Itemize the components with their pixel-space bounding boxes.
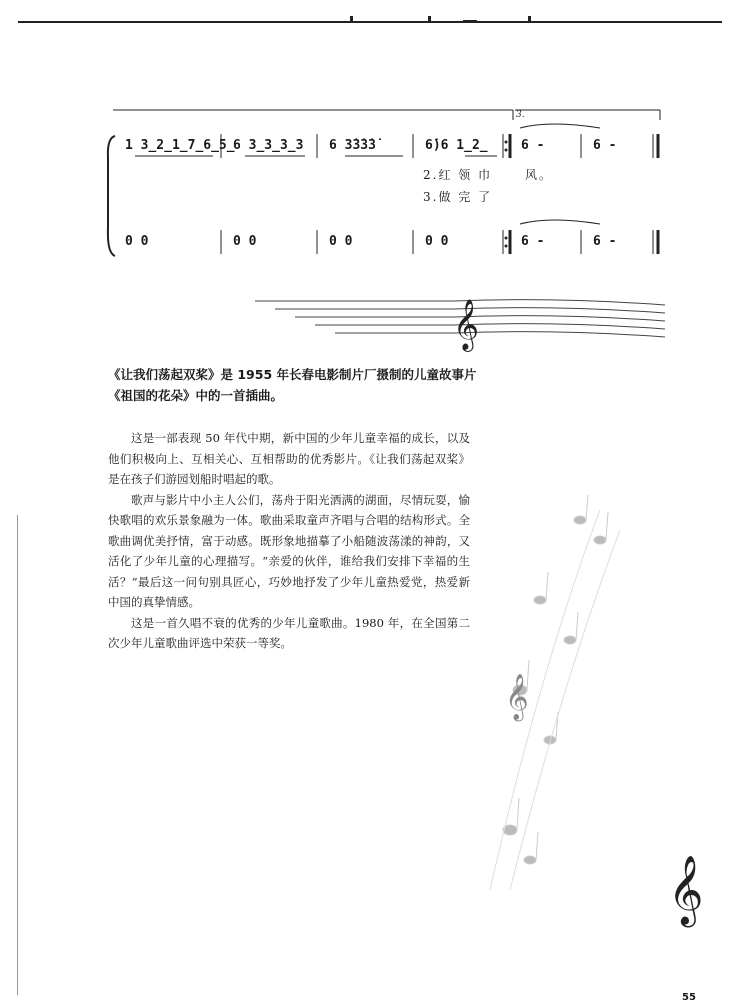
volta-label: 3. (516, 110, 525, 120)
music-score (105, 108, 665, 268)
article-body (108, 428, 470, 654)
measure-bottom: 0 0 (425, 234, 449, 249)
svg-text:𝄞: 𝄞 (505, 674, 529, 720)
ending-top: 6 - (521, 138, 545, 153)
measure-top: 6̇)6 1̲2̲ (425, 138, 488, 153)
lyric-line: 3.做 完 了 (423, 190, 493, 204)
margin-rule (17, 515, 18, 995)
paragraph: 这是一部表现 50 年代中期，新中国的少年儿童幸福的成长，以及他们积极向上、互相关心、互相帮助的优秀影片。《让我们荡起双桨》是在孩子们游园划船时唱起的歌。 (108, 431, 470, 486)
header-tick (463, 20, 477, 23)
ending-bottom: 6 - (521, 234, 545, 249)
measure-bottom: 0 0 (125, 234, 149, 249)
header-tick (528, 16, 531, 23)
treble-clef-icon: 𝄞 (453, 299, 480, 350)
ending-bottom: 6 - (593, 234, 617, 249)
ending-top: 6 - (593, 138, 617, 153)
lyric-line: 2.红 领 巾 (423, 168, 493, 182)
measure-top: 6 3̇3̇3̇3̇ (329, 138, 376, 153)
page-number: 55 (682, 992, 696, 1003)
measure-top: 6 3̲3̲3̲3 (233, 138, 304, 153)
measure-bottom: 0 0 (329, 234, 353, 249)
caption-bold: 《让我们荡起双桨》是 1955 年长春电影制片厂摄制的儿童故事片《祖国的花朵》中的一首插曲。 (108, 367, 477, 403)
decorative-staff-with-treble-clef (255, 295, 665, 355)
measure-bottom: 0 0 (233, 234, 257, 249)
header-tick (350, 16, 353, 23)
paragraph: 歌声与影片中小主人公们，荡舟于阳光洒满的湖面，尽情玩耍，愉快歌唱的欢乐景象融为一体。歌曲采取童声齐唱与合唱的结构形式。全歌曲调优美抒情，富于动感。既形象地描摹了小船随波荡漾的神韵，又活化了少年儿童的心理描写。“亲爱的伙伴，谁给我们安排下幸福的生活？”最后这一问句别具匠心，巧妙地抒发了少年儿童热爱党，热爱新中国的真挚情感。 (108, 492, 470, 609)
decorative-music-notes (480, 490, 650, 890)
header-rule (18, 21, 722, 23)
header-tick (428, 16, 431, 23)
paragraph: 这是一首久唱不衰的优秀的少年儿童歌曲。1980 年，在全国第二次少年儿童歌曲评选中荣获一等奖。 (108, 615, 470, 650)
treble-clef-icon: 𝄞 (668, 855, 704, 925)
measure-top: 1 3̲2̲1̲7̲6̲5̲ (125, 138, 235, 153)
lyric-line: 风。 (525, 168, 554, 182)
score-lines (105, 108, 665, 268)
